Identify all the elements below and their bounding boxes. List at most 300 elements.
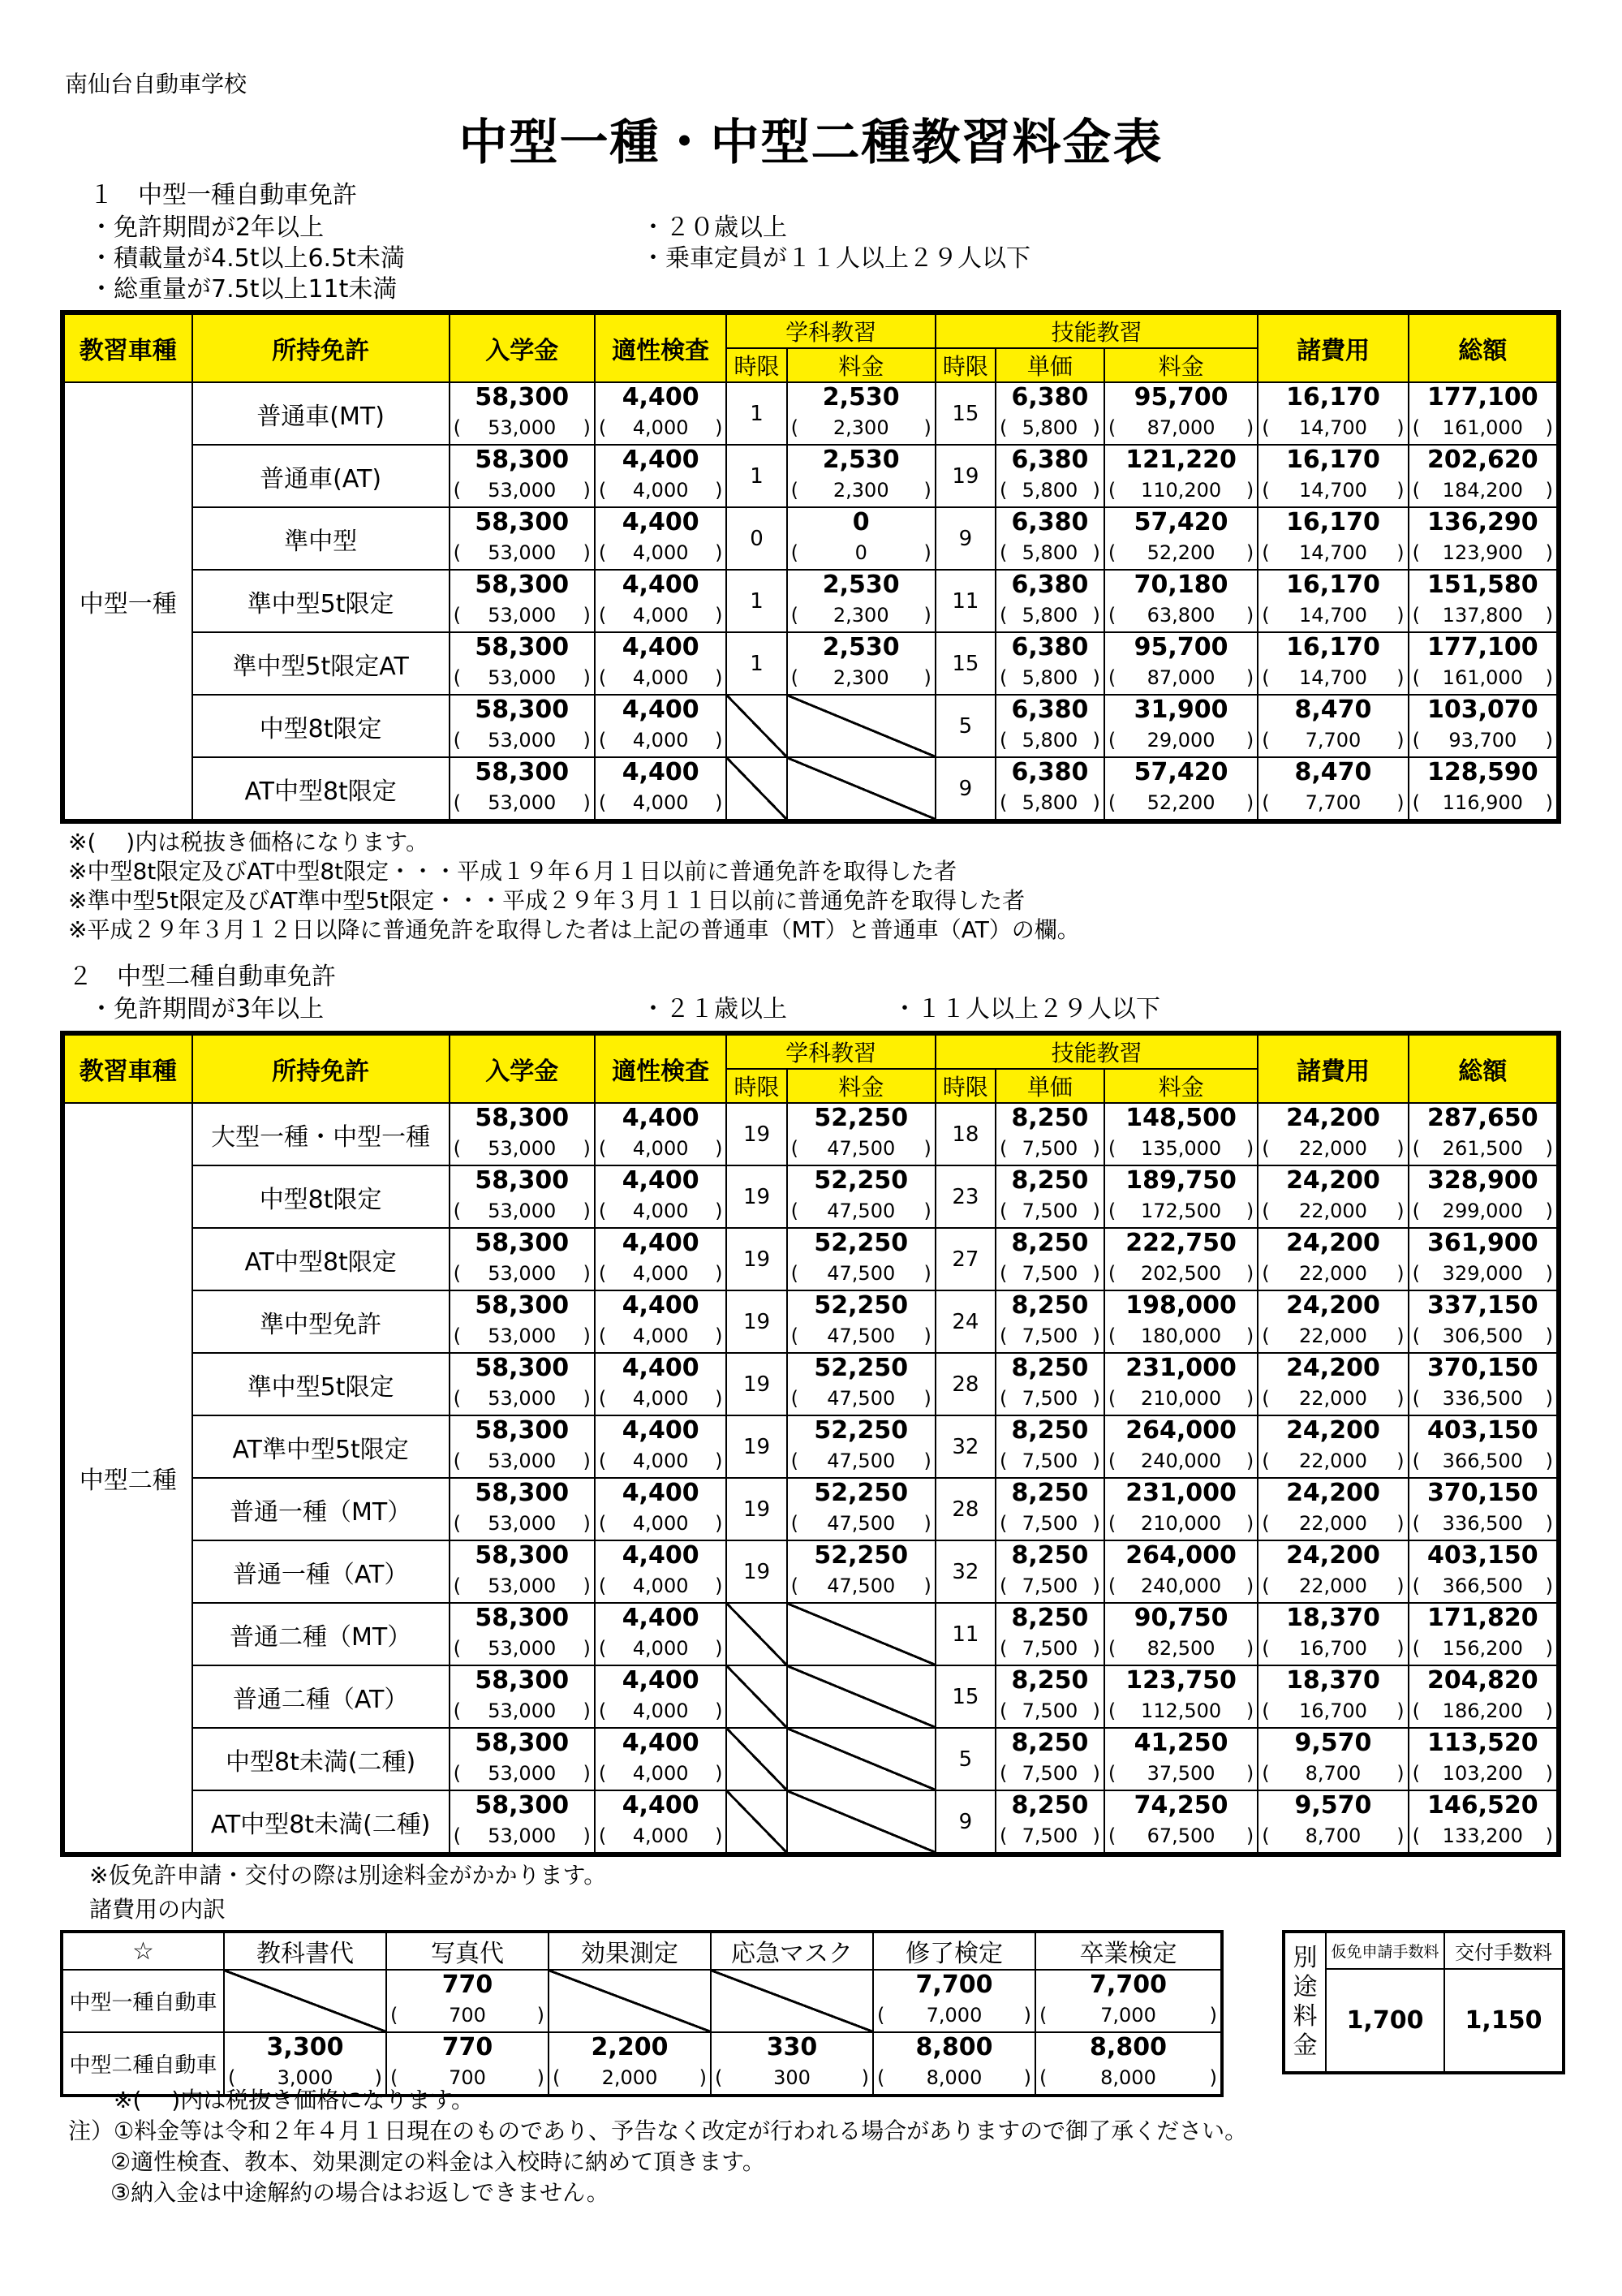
ex-value: 161,000: [1442, 666, 1523, 689]
paren-open: (: [453, 479, 462, 502]
skill-fee: [1104, 1478, 1258, 1540]
total-fee: [1409, 1353, 1559, 1415]
entry-fee-ex: [450, 1197, 594, 1227]
ex-value: 103,200: [1442, 1762, 1523, 1785]
misc-fee-ex: [1258, 1822, 1407, 1852]
paren-close: ): [1396, 791, 1405, 814]
skill-hours: 15: [936, 382, 996, 445]
paren-open: (: [1000, 1574, 1008, 1597]
paren-open: (: [790, 416, 798, 439]
paren-close: ): [1092, 1262, 1100, 1285]
paren-close: ): [1545, 1387, 1553, 1410]
ex-value: 300: [773, 2066, 811, 2089]
entry-fee-value: 58,300: [475, 1541, 570, 1570]
misc-cell: [1035, 1970, 1222, 2032]
lecture-fee-value: 52,250: [814, 1291, 909, 1320]
aptitude-fee: [595, 1290, 727, 1353]
ex-value: 53,000: [488, 729, 557, 752]
skill-fee-ex: [1105, 476, 1257, 506]
lecture-hours: 19: [726, 1165, 786, 1228]
entry-fee-value: 58,300: [475, 446, 570, 474]
ex-value: 4,000: [632, 541, 689, 564]
aptitude-fee-value: 4,400: [622, 1291, 699, 1320]
paren-close: ): [1092, 791, 1100, 814]
misc-fee: [1258, 632, 1408, 695]
ex-value: 14,700: [1298, 666, 1367, 689]
paren-open: (: [1412, 541, 1420, 564]
ex-value: 53,000: [488, 479, 557, 502]
lecture-fee-ex: [788, 539, 935, 569]
footer-note: ②適性検査、教本、効果測定の料金は入校時に納めて頂きます。: [110, 2148, 765, 2175]
paren-open: (: [1108, 1325, 1116, 1347]
entry-fee: [450, 445, 595, 507]
paren-close: ): [1023, 2066, 1031, 2089]
ex-value: 4,000: [632, 416, 689, 439]
lecture-fee: [787, 632, 936, 695]
misc-ex: [387, 2001, 548, 2031]
lecture-fee: [787, 1165, 936, 1228]
misc-fee: [1258, 1540, 1408, 1603]
lecture-fee: [787, 1228, 936, 1290]
paren-close: ): [1246, 1325, 1254, 1347]
ex-value: 4,000: [632, 1325, 689, 1347]
paren-open: (: [1108, 729, 1116, 752]
total-fee-ex: [1409, 1197, 1556, 1227]
ex-value: 47,500: [827, 1325, 896, 1347]
aptitude-fee-value: 4,400: [622, 383, 699, 411]
lecture-fee: [787, 1478, 936, 1540]
skill-unit-price-ex: [996, 664, 1104, 694]
aptitude-fee-ex: [596, 1260, 726, 1290]
total-fee-value: 328,900: [1426, 1166, 1538, 1195]
ex-value: 8,000: [926, 2066, 983, 2089]
paren-close: ): [583, 1762, 591, 1785]
paren-close: ): [583, 1450, 591, 1472]
page-title: 中型一種・中型二種教習料金表: [458, 114, 1164, 171]
paren-open: (: [453, 729, 462, 752]
entry-fee-value: 58,300: [475, 1291, 570, 1320]
skill-unit-price: [996, 632, 1104, 695]
ex-value: 366,500: [1442, 1450, 1523, 1472]
lecture-fee-na: [787, 1728, 936, 1790]
total-fee-ex: [1409, 1135, 1556, 1165]
misc-fee: [1258, 445, 1408, 507]
skill-unit-price-ex: [996, 1822, 1104, 1852]
skill-fee-value: 95,700: [1134, 633, 1228, 661]
aptitude-fee-ex: [596, 539, 726, 569]
total-fee-ex: [1409, 1760, 1556, 1790]
entry-fee-value: 58,300: [475, 1666, 570, 1695]
lecture-hours: 19: [726, 1228, 786, 1290]
misc-fee-ex: [1258, 789, 1407, 819]
ex-value: 22,000: [1298, 1137, 1367, 1160]
total-fee-value: 370,150: [1426, 1354, 1538, 1382]
total-fee: [1409, 1540, 1559, 1603]
ex-value: 4,000: [632, 479, 689, 502]
ex-value: 4,000: [632, 1824, 689, 1847]
entry-fee-value: 58,300: [475, 1791, 570, 1820]
ex-value: 2,300: [833, 416, 889, 439]
paren-open: (: [790, 1387, 798, 1410]
header-misc: 諸費用: [1258, 1033, 1408, 1103]
paren-close: ): [1396, 729, 1405, 752]
paren-open: (: [1000, 791, 1008, 814]
entry-fee-value: 58,300: [475, 758, 570, 786]
paren-open: (: [790, 541, 798, 564]
ex-value: 5,800: [1022, 604, 1078, 627]
ex-value: 137,800: [1442, 604, 1523, 627]
paren-close: ): [923, 1200, 931, 1222]
ex-value: 53,000: [488, 1450, 557, 1472]
misc-fee-ex: [1258, 539, 1407, 569]
misc-fee: [1258, 570, 1408, 632]
total-fee-value: 287,650: [1426, 1104, 1538, 1132]
misc-value: 8,800: [1090, 2033, 1167, 2061]
misc-fee-value: 24,200: [1286, 1416, 1380, 1445]
paren-open: (: [790, 666, 798, 689]
skill-hours: 28: [936, 1353, 996, 1415]
paren-open: (: [1412, 1325, 1420, 1347]
misc-breakdown-heading: 諸費用の内訳: [89, 1896, 226, 1923]
skill-unit-price: [996, 1353, 1104, 1415]
lecture-hours: 19: [726, 1353, 786, 1415]
paren-close: ): [1396, 1574, 1405, 1597]
aptitude-fee-value: 4,400: [622, 1166, 699, 1195]
paren-open: (: [1108, 604, 1116, 627]
misc-fee: [1258, 1790, 1408, 1854]
skill-fee: [1104, 1790, 1258, 1854]
skill-fee: [1104, 507, 1258, 570]
paren-close: ): [923, 1450, 931, 1472]
lecture-fee-ex: [788, 1322, 935, 1352]
ex-value: 180,000: [1140, 1325, 1222, 1347]
lecture-fee-na: [787, 695, 936, 757]
paren-open: (: [598, 1824, 607, 1847]
aptitude-fee-ex: [596, 1760, 726, 1790]
paren-open: (: [1262, 604, 1270, 627]
aptitude-fee-ex: [596, 789, 726, 819]
category-cell: 中型二種: [62, 1103, 192, 1854]
table-row: [62, 1290, 1559, 1353]
aptitude-fee: [595, 1790, 727, 1854]
ex-value: 53,000: [488, 1637, 557, 1660]
aptitude-fee-ex: [596, 1822, 726, 1852]
paren-close: ): [1092, 1574, 1100, 1597]
note-line: ※準中型5t限定及びAT準中型5t限定・・・平成２９年３月１１日以前に普通免許を取得した者: [68, 887, 1026, 914]
paren-open: (: [1262, 479, 1270, 502]
ex-value: 37,500: [1147, 1762, 1215, 1785]
paren-close: ): [715, 1637, 723, 1660]
paren-close: ): [1545, 1824, 1553, 1847]
misc-fee-value: 18,370: [1286, 1666, 1380, 1695]
skill-unit-price-ex: [996, 1135, 1104, 1165]
paren-open: (: [598, 791, 607, 814]
skill-fee: [1104, 632, 1258, 695]
ex-value: 210,000: [1140, 1512, 1222, 1535]
table-row: [62, 1103, 1559, 1165]
ex-value: 336,500: [1442, 1512, 1523, 1535]
section1-heading: １ 中型一種自動車免許: [89, 181, 357, 209]
skill-fee-value: 264,000: [1125, 1416, 1237, 1445]
paren-open: (: [390, 2066, 398, 2089]
paren-close: ): [715, 1325, 723, 1347]
paren-open: (: [1412, 1200, 1420, 1222]
misc-value: 7,700: [1090, 1971, 1167, 1999]
skill-fee-ex: [1105, 1322, 1257, 1352]
ex-value: 156,200: [1442, 1637, 1523, 1660]
paren-close: ): [1246, 1262, 1254, 1285]
misc-fee: [1258, 1728, 1408, 1790]
paren-close: ): [1396, 1200, 1405, 1222]
paren-close: ): [1209, 2004, 1217, 2027]
paren-open: (: [453, 1824, 462, 1847]
license-name: 準中型5t限定: [192, 1353, 450, 1415]
paren-close: ): [583, 1137, 591, 1160]
aptitude-fee: [595, 382, 727, 445]
table-row: [62, 632, 1559, 695]
ex-value: 7,500: [1022, 1262, 1078, 1285]
entry-fee-ex: [450, 1572, 594, 1602]
skill-fee-value: 222,750: [1125, 1229, 1237, 1257]
ex-value: 53,000: [488, 1762, 557, 1785]
skill-fee-ex: [1105, 1572, 1257, 1602]
ex-value: 53,000: [488, 1200, 557, 1222]
entry-fee-ex: [450, 1510, 594, 1540]
skill-unit-price: [996, 1103, 1104, 1165]
license-name: AT中型8t限定: [192, 1228, 450, 1290]
paren-close: ): [1092, 1824, 1100, 1847]
total-fee-ex: [1409, 789, 1556, 819]
license-name: 準中型5t限定: [192, 570, 450, 632]
aptitude-fee-value: 4,400: [622, 758, 699, 786]
ex-value: 22,000: [1298, 1325, 1367, 1347]
skill-unit-price: [996, 1665, 1104, 1728]
paren-open: (: [790, 1200, 798, 1222]
paren-open: (: [1000, 1137, 1008, 1160]
skill-unit-price-value: 6,380: [1011, 758, 1089, 786]
star-cell: ☆: [62, 1932, 224, 1970]
aptitude-fee-value: 4,400: [622, 1229, 699, 1257]
entry-fee: [450, 1415, 595, 1478]
ex-value: 240,000: [1140, 1450, 1222, 1472]
misc-ex: [874, 2001, 1035, 2031]
skill-unit-price-value: 6,380: [1011, 571, 1089, 599]
paren-open: (: [453, 1200, 462, 1222]
paren-open: (: [390, 2004, 398, 2027]
paren-close: ): [923, 1387, 931, 1410]
skill-fee: [1104, 1540, 1258, 1603]
header-lecture-fee: 料金: [787, 348, 936, 382]
total-fee-value: 403,150: [1426, 1541, 1538, 1570]
skill-fee-ex: [1105, 601, 1257, 631]
skill-unit-price-ex: [996, 1197, 1104, 1227]
skill-fee: [1104, 1415, 1258, 1478]
skill-fee-value: 121,220: [1125, 446, 1237, 474]
entry-fee-ex: [450, 1697, 594, 1727]
paren-open: (: [1412, 1574, 1420, 1597]
paren-open: (: [1412, 1512, 1420, 1535]
paren-close: ): [1092, 1637, 1100, 1660]
paren-open: (: [1000, 1325, 1008, 1347]
condition: ・免許期間が2年以上: [89, 213, 325, 242]
paren-open: (: [1108, 1200, 1116, 1222]
skill-fee-value: 189,750: [1125, 1166, 1237, 1195]
skill-hours: 9: [936, 757, 996, 821]
misc-fee-value: 18,370: [1286, 1604, 1380, 1632]
paren-close: ): [1396, 1762, 1405, 1785]
skill-unit-price: [996, 1790, 1104, 1854]
entry-fee-value: 58,300: [475, 508, 570, 536]
skill-fee: [1104, 445, 1258, 507]
skill-hours: 15: [936, 1665, 996, 1728]
paren-open: (: [1412, 1699, 1420, 1722]
misc-fee-ex: [1258, 726, 1407, 756]
misc-fee: [1258, 1603, 1408, 1665]
ex-value: 240,000: [1140, 1574, 1222, 1597]
ex-value: 53,000: [488, 1262, 557, 1285]
aptitude-fee: [595, 1353, 727, 1415]
paren-open: (: [453, 1512, 462, 1535]
paren-open: (: [1000, 541, 1008, 564]
total-fee: [1409, 695, 1559, 757]
skill-unit-price-value: 8,250: [1011, 1229, 1089, 1257]
aptitude-fee-value: 4,400: [622, 508, 699, 536]
paren-open: (: [453, 791, 462, 814]
skill-unit-price-ex: [996, 476, 1104, 506]
misc-fee-ex: [1258, 1447, 1407, 1477]
ex-value: 7,500: [1022, 1325, 1078, 1347]
total-fee-value: 361,900: [1426, 1229, 1538, 1257]
total-fee: [1409, 1478, 1559, 1540]
ex-value: 14,700: [1298, 416, 1367, 439]
ex-value: 186,200: [1442, 1699, 1523, 1722]
skill-fee-value: 57,420: [1134, 758, 1228, 786]
skill-unit-price: [996, 1603, 1104, 1665]
aptitude-fee: [595, 1103, 727, 1165]
skill-unit-price-value: 8,250: [1011, 1291, 1089, 1320]
skill-unit-price-value: 6,380: [1011, 508, 1089, 536]
aptitude-fee-ex: [596, 1135, 726, 1165]
misc-fee-value: 16,170: [1286, 383, 1380, 411]
paren-open: (: [1108, 1762, 1116, 1785]
lecture-hours-na: [726, 1665, 786, 1728]
lecture-hours-na: [726, 695, 786, 757]
misc-fee-value: 9,570: [1294, 1729, 1372, 1757]
entry-fee-value: 58,300: [475, 1229, 570, 1257]
header-skill-hours: 時限: [936, 1069, 996, 1103]
total-fee-value: 177,100: [1426, 383, 1538, 411]
paren-close: ): [715, 1137, 723, 1160]
ex-value: 5,800: [1022, 479, 1078, 502]
skill-fee: [1104, 1665, 1258, 1728]
misc-fee-ex: [1258, 476, 1407, 506]
paren-open: (: [1000, 1387, 1008, 1410]
paren-close: ): [1396, 416, 1405, 439]
paren-close: ): [923, 541, 931, 564]
paren-close: ): [1092, 1450, 1100, 1472]
aptitude-fee-ex: [596, 1572, 726, 1602]
misc-value: 8,800: [915, 2033, 993, 2061]
paren-close: ): [1545, 479, 1553, 502]
skill-hours: 19: [936, 445, 996, 507]
paren-close: ): [583, 416, 591, 439]
aptitude-fee-ex: [596, 1385, 726, 1415]
paren-close: ): [923, 1262, 931, 1285]
paren-close: ): [1092, 541, 1100, 564]
misc-fee-ex: [1258, 1635, 1407, 1665]
paren-close: ): [715, 1699, 723, 1722]
col-graduation-exam: 卒業検定: [1035, 1932, 1222, 1970]
ex-value: 366,500: [1442, 1574, 1523, 1597]
misc-fee: [1258, 507, 1408, 570]
skill-unit-price: [996, 1478, 1104, 1540]
ex-value: 306,500: [1442, 1325, 1523, 1347]
aptitude-fee: [595, 570, 727, 632]
misc-ex: [1036, 2001, 1220, 2031]
misc-fee: [1258, 1353, 1408, 1415]
col-completion-exam: 修了検定: [873, 1932, 1035, 1970]
aptitude-fee-ex: [596, 1510, 726, 1540]
total-fee-value: 204,820: [1426, 1666, 1538, 1695]
license-name: 普通二種（MT）: [192, 1603, 450, 1665]
skill-hours: 24: [936, 1290, 996, 1353]
misc-fee: [1258, 757, 1408, 821]
misc-fee-value: 24,200: [1286, 1104, 1380, 1132]
total-fee-ex: [1409, 1260, 1556, 1290]
aptitude-fee-ex: [596, 1447, 726, 1477]
paren-open: (: [453, 1450, 462, 1472]
lecture-fee-ex: [788, 476, 935, 506]
section1-conditions-left: [89, 213, 405, 305]
total-fee-ex: [1409, 601, 1556, 631]
license-name: 大型一種・中型一種: [192, 1103, 450, 1165]
misc-fee-ex: [1258, 1697, 1407, 1727]
ex-value: 52,200: [1147, 541, 1215, 564]
paren-open: (: [598, 666, 607, 689]
entry-fee-ex: [450, 789, 594, 819]
total-fee-ex: [1409, 1572, 1556, 1602]
ex-value: 53,000: [488, 666, 557, 689]
ex-value: 0: [854, 541, 867, 564]
ex-value: 67,500: [1147, 1824, 1215, 1847]
paren-open: (: [715, 2066, 723, 2089]
misc-fee-value: 9,570: [1294, 1791, 1372, 1820]
ex-value: 261,500: [1442, 1137, 1523, 1160]
skill-hours: 32: [936, 1415, 996, 1478]
lecture-fee-value: 52,250: [814, 1479, 909, 1507]
entry-fee-value: 58,300: [475, 571, 570, 599]
paren-open: (: [1262, 1574, 1270, 1597]
paren-open: (: [1108, 479, 1116, 502]
misc-fee: [1258, 1103, 1408, 1165]
aptitude-fee-value: 4,400: [622, 1479, 699, 1507]
entry-fee-value: 58,300: [475, 1104, 570, 1132]
total-fee-ex: [1409, 414, 1556, 444]
aptitude-fee-value: 4,400: [622, 633, 699, 661]
ex-value: 53,000: [488, 1699, 557, 1722]
paren-close: ): [1396, 604, 1405, 627]
aptitude-fee-value: 4,400: [622, 571, 699, 599]
misc-fee: [1258, 695, 1408, 757]
total-fee: [1409, 570, 1559, 632]
paren-close: ): [1246, 1699, 1254, 1722]
skill-unit-price-value: 8,250: [1011, 1541, 1089, 1570]
ex-value: 123,900: [1442, 541, 1523, 564]
paren-close: ): [1092, 729, 1100, 752]
ex-value: 22,000: [1298, 1450, 1367, 1472]
skill-unit-price: [996, 1165, 1104, 1228]
aptitude-fee: [595, 757, 727, 821]
